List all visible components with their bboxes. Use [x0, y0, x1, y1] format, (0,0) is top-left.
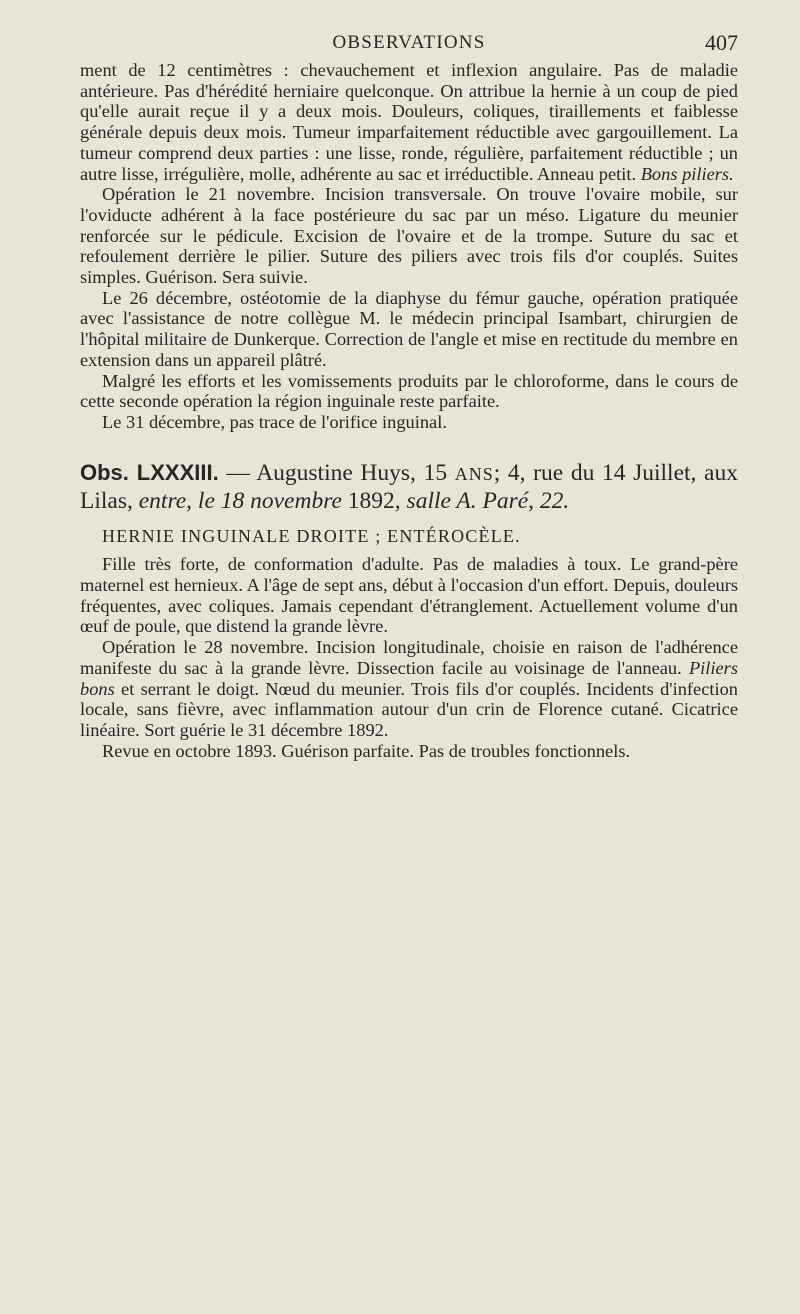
paragraph-chloroform: Malgré les efforts et les vomissements produits par le chloroforme, dans le cours de cette seconde opération la région inguinale reste parfaite.: [80, 370, 738, 412]
diagnosis-heading: HERNIE INGUINALE DROITE ; ENTÉROCÈLE.: [102, 525, 521, 546]
continued-observation: [80, 60, 738, 433]
patient-address: ; 4, rue du 14 Juillet, aux Lilas,: [80, 459, 738, 515]
age-unit: ANS: [454, 463, 494, 484]
heading-dash: —: [218, 459, 257, 486]
paragraph-follow-up: Le 31 décembre, pas trace de l'orifice inguinal.: [102, 411, 447, 432]
running-title: OBSERVATIONS: [332, 32, 486, 53]
paragraph-operation: Opération le 21 novembre. Incision transversale. On trouve l'ovaire mobile, sur l'oviducte adhérent à la face postérieure du sac par un méso. Ligature du meunier renforcée sur le pédicule. Excision de l'ovaire et de la trompe. Suture du sac et refoulement derrière le pilier. Suture des piliers avec trois fils d'or couplés. Suites simples. Guérison. Sera suivie.: [80, 184, 738, 288]
observation-heading: [80, 459, 738, 516]
running-head: [80, 30, 738, 60]
observation-body: [80, 554, 738, 761]
italic-phrase: Bons piliers.: [640, 163, 734, 184]
paragraph-operation-2: [80, 637, 738, 741]
paragraph-text: et serrant le doigt. Nœud du meunier. Trois fils d'or couplés. Incidents d'infection locale, sans fièvre, avec inflammation autour d'un crin de Florence cutané. Cicatrice linéaire. Sort guérie le 31 décembre 1892.: [80, 678, 738, 740]
paragraph-history: Fille très forte, de conformation d'adulte. Pas de maladies à toux. Le grand-père maternel est hernieux. A l'âge de sept ans, début à l'occasion d'un effort. Depuis, douleurs fréquentes, avec coliques. Jamais cependant d'étranglement. Actuellement volume d'un œuf de poule, que distend la grande lèvre.: [80, 554, 738, 637]
patient-name: Augustine Huys, 15: [256, 459, 455, 486]
page-number: 407: [705, 30, 738, 55]
italic-phrase: Piliers bons: [80, 657, 738, 699]
paragraph-review: Revue en octobre 1893. Guérison parfaite. Pas de troubles fonctionnels.: [102, 740, 631, 761]
entry-year: 1892,: [341, 488, 407, 515]
ward-name: salle A. Paré, 22.: [406, 488, 570, 515]
paragraph-osteotomy: Le 26 décembre, ostéotomie de la diaphyse du fémur gauche, opération pratiquée avec l'assistance de notre collègue M. le médecin principal Isambart, chirurgien de l'hôpital militaire de Dunkerque. Correction de l'angle et mise en rectitude du membre en extension dans un appareil plâtré.: [80, 287, 738, 370]
paragraph-text: Opération le 28 novembre. Incision longitudinale, choisie en raison de l'adhérence manifeste du sac à la grande lèvre. Dissection facile au voisinage de l'anneau.: [80, 637, 738, 678]
paragraph-continued: [80, 60, 738, 184]
observation-number: Obs. LXXXIII.: [80, 459, 219, 485]
paragraph-text: ment de 12 centimètres : chevauchement et inflexion angulaire. Pas de maladie antérieure. Pas d'hérédité herniaire quelconque. On attribue la hernie à un coup de pied qu'elle aurait reçue il y a deux mois. Douleurs, coliques, tiraillements et faiblesse générale depuis deux mois. Tumeur imparfaitement réductible avec gargouillement. La tumeur comprend deux parties : une lisse, ronde, régulière, parfaitement réductible ; un autre lisse, irrégulière, molle, adhérente au sac et irréductible. Anneau petit.: [80, 60, 738, 184]
entry-date: entre, le 18 novembre: [138, 488, 342, 515]
